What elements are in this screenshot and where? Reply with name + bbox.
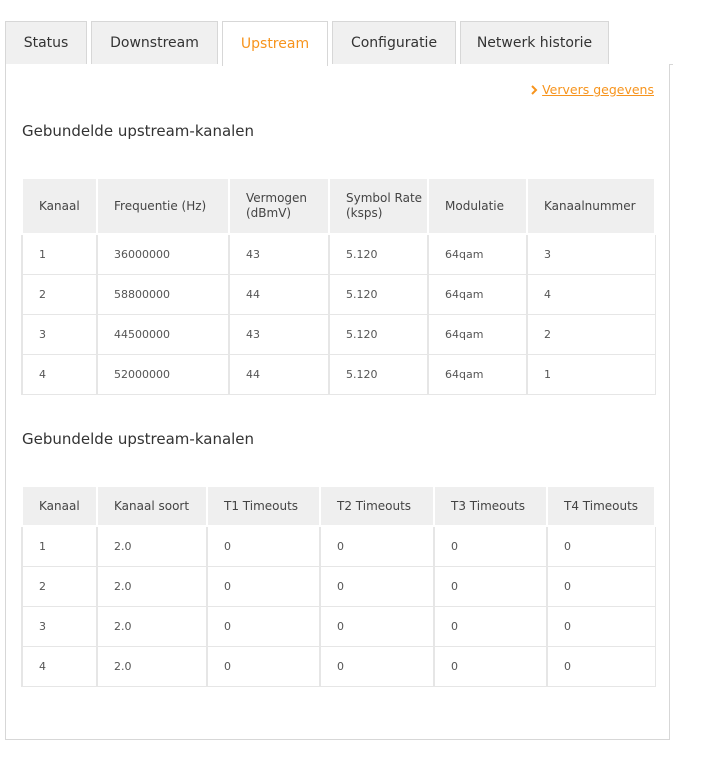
table-cell: 1	[22, 234, 97, 274]
table-cell: 2	[22, 274, 97, 314]
table-cell: 0	[320, 646, 434, 686]
table-cell: 64qam	[428, 274, 527, 314]
table-row	[22, 646, 655, 686]
table-cell: 36000000	[97, 234, 229, 274]
table-cell: 0	[434, 526, 547, 566]
table-cell: 44	[229, 274, 329, 314]
tab-status[interactable]: Status	[5, 21, 87, 64]
table-cell: 44500000	[97, 314, 229, 354]
table-cell: 0	[547, 526, 655, 566]
table-cell: 43	[229, 234, 329, 274]
table-cell: 64qam	[428, 234, 527, 274]
table-cell: 2.0	[97, 606, 207, 646]
table-cell: 4	[22, 354, 97, 394]
table-cell: 0	[547, 606, 655, 646]
table-header-row	[22, 178, 655, 234]
table-cell: 58800000	[97, 274, 229, 314]
column-header: Kanaal soort	[97, 486, 207, 526]
column-header: T1 Timeouts	[207, 486, 320, 526]
table-cell: 5.120	[329, 314, 428, 354]
tab-upstream[interactable]: Upstream	[222, 21, 328, 66]
table-cell: 0	[320, 606, 434, 646]
table-cell: 2.0	[97, 566, 207, 606]
upstream-channels-table	[21, 177, 656, 395]
table-cell: 0	[320, 526, 434, 566]
table-cell: 3	[22, 314, 97, 354]
refresh-label[interactable]: Ververs gegevens	[542, 82, 654, 97]
table-cell: 5.120	[329, 354, 428, 394]
table-cell: 0	[207, 606, 320, 646]
table-cell: 43	[229, 314, 329, 354]
table-cell: 0	[207, 646, 320, 686]
chevron-right-icon	[530, 85, 538, 95]
table-header-row	[22, 486, 655, 526]
tab-configuratie[interactable]: Configuratie	[332, 21, 456, 64]
table-cell: 0	[547, 646, 655, 686]
column-header: T4 Timeouts	[547, 486, 655, 526]
section-title-bonded-upstream: Gebundelde upstream-kanalen	[22, 122, 255, 140]
table-cell: 3	[527, 234, 655, 274]
table-cell: 1	[527, 354, 655, 394]
table-row	[22, 566, 655, 606]
table-row	[22, 234, 655, 274]
table-cell: 4	[22, 646, 97, 686]
table-cell: 0	[207, 566, 320, 606]
column-header: Frequentie (Hz)	[97, 178, 229, 234]
table-cell: 1	[22, 526, 97, 566]
table-cell: 2.0	[97, 526, 207, 566]
column-header: Kanaal	[22, 178, 97, 234]
table-cell: 64qam	[428, 314, 527, 354]
upstream-timeouts-table	[21, 485, 656, 687]
table-cell: 2	[22, 566, 97, 606]
table-cell: 2.0	[97, 646, 207, 686]
column-header: Kanaal	[22, 486, 97, 526]
table-row	[22, 526, 655, 566]
table-cell: 52000000	[97, 354, 229, 394]
column-header: Symbol Rate (ksps)	[329, 178, 428, 234]
table-cell: 3	[22, 606, 97, 646]
table-row	[22, 274, 655, 314]
table-row	[22, 354, 655, 394]
table-cell: 0	[434, 646, 547, 686]
column-header: Vermogen (dBmV)	[229, 178, 329, 234]
table-cell: 5.120	[329, 234, 428, 274]
column-header: Kanaalnummer	[527, 178, 655, 234]
section-title-bonded-upstream-timeouts: Gebundelde upstream-kanalen	[22, 430, 255, 448]
table-row	[22, 606, 655, 646]
column-header: Modulatie	[428, 178, 527, 234]
table-cell: 2	[527, 314, 655, 354]
table-cell: 0	[434, 606, 547, 646]
column-header: T2 Timeouts	[320, 486, 434, 526]
tab-netwerk-historie[interactable]: Netwerk historie	[460, 21, 609, 64]
table-cell: 4	[527, 274, 655, 314]
table-cell: 64qam	[428, 354, 527, 394]
tab-downstream[interactable]: Downstream	[91, 21, 218, 64]
upstream-panel	[5, 64, 670, 740]
table-cell: 0	[207, 526, 320, 566]
table-cell: 0	[320, 566, 434, 606]
column-header: T3 Timeouts	[434, 486, 547, 526]
table-cell: 0	[547, 566, 655, 606]
table-cell: 0	[434, 566, 547, 606]
table-row	[22, 314, 655, 354]
table-cell: 5.120	[329, 274, 428, 314]
table-cell: 44	[229, 354, 329, 394]
refresh-link[interactable]	[530, 82, 654, 97]
